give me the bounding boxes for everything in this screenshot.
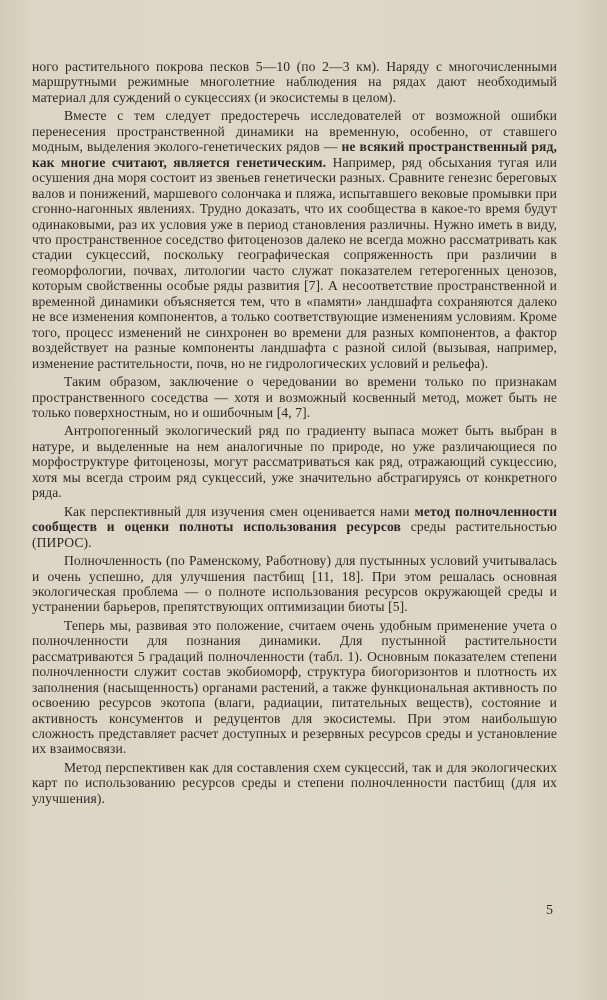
paragraph-6 xyxy=(32,553,557,615)
body-text xyxy=(32,59,557,809)
paragraph-2-text-a: Вместе с тем следует предостеречь исследователей от возможной ошибки перенесения пространственной динамики на временную, особенно, от ставшего модным, выделения эколого-генетических рядов — xyxy=(32,108,557,155)
paragraph-5 xyxy=(32,504,557,550)
paragraph-1 xyxy=(32,59,557,105)
paragraph-2-text-b: Например, ряд обсыхания тугая или осушения дна моря состоит из звеньев генетически разных. Сравните генезис береговых валов и понижений, маршевого солончака и пляжа, испытавшего вековые промывки при сгонно-нагонных явлениях. Трудно доказать, что их сообщества в какое-то время будут одинаковыми, раз их условия уже в период становления различны. Нужно иметь в виду, что пространственное соседство фитоценозов далеко не всегда можно рассматривать как стадии сукцессий, поскольку географическая сопряженность при различии в геоморфологии, почвах, литологии часто служат показателем гетерогенных ценозов, которым свойственны особые ряды развития [7]. А несоответствие пространственной и временной динамики объясняется тем, что в «памяти» ландшафта сохраняются далеко не все изменения компонентов, а только соответствующие изменениям условиям. Кроме того, процесс изменений не синхронен во времени для разных компонентов, а фактор воздействует на разные компоненты ландшафта с разной силой (вызывая, например, изменение растительности, почв, но не гидрологических условий и рельефа). xyxy=(32,154,558,371)
paragraph-2 xyxy=(32,108,557,371)
paragraph-8 xyxy=(32,760,557,806)
paragraph-4 xyxy=(32,423,557,500)
paragraph-1-text: ного растительного покрова песков 5—10 (по 2—3 км). Наряду с многочисленными маршрутными режимные многолетние наблюдения на рядах дают необходимый материал для суждений о сукцессиях (и экосистемы в целом). xyxy=(32,59,557,105)
paragraph-5-bold-method: метод полночленности сообществ и оценки полноты использования ресурсов xyxy=(32,503,558,535)
paragraph-8-text: Метод перспективен как для составления схем сукцессий, так и для экологических карт по использованию ресурсов среды и степени полночленности пастбищ (для их улучшения). xyxy=(32,759,557,806)
paragraph-2-bold-statement: не всякий пространственный ряд, как многие считают, является генетическим. xyxy=(32,139,557,170)
paragraph-5-text-b: среды растительностью (ПИРОС). xyxy=(32,519,557,550)
paragraph-3-text: Таким образом, заключение о чередовании во времени только по признакам пространственного соседства — хотя и возможный косвенный метод, может быть не только поверхностным, но и ошибочным [4, 7]. xyxy=(32,374,557,420)
paragraph-7 xyxy=(32,618,557,757)
paragraph-7-text: Теперь мы, развивая это положение, считаем очень удобным применение учета о полночленности для познания динамики. Для пустынной растительности рассматриваются 5 градаций полночленности (табл. 1). Основным показателем степени полночленности служит состав экобиоморф, структура биогоризонтов и плотность их заполнения (насыщенность) органами растений, а также функциональная активность по освоению ресурсов экотопа (влаги, радиации, питательных веществ), состояние и активность консументов и редуцентов для экосистемы. При этом наибольшую сложность представляет расчет доступных и резервных ресурсов среды и установление их взаимосвязи. xyxy=(32,617,557,757)
paragraph-4-text: Антропогенный экологический ряд по градиенту выпаса может быть выбран в натуре, и выделенные на нем аналогичные по природе, но уже различающиеся по морфоструктуре фитоценозы, могут рассматриваться как ряд, отражающий сукцессию, хотя мы всегда строим ряд сукцессий, уже значительно абстрагируясь от конкретного ряда. xyxy=(32,423,557,501)
paragraph-3 xyxy=(32,374,557,420)
page-number: 5 xyxy=(546,903,553,918)
paragraph-5-text-a: Как перспективный для изучения смен оценивается нами xyxy=(64,503,415,519)
paragraph-6-text: Полночленность (по Раменскому, Работнову) для пустынных условий учитывалась и очень успешно, для улучшения пастбищ [11, 18]. При этом решалась основная экологическая проблема — о полноте использования ресурсов окружающей среды и устранении барьеров, препятствующих оптимизации биоты [5]. xyxy=(32,553,557,615)
